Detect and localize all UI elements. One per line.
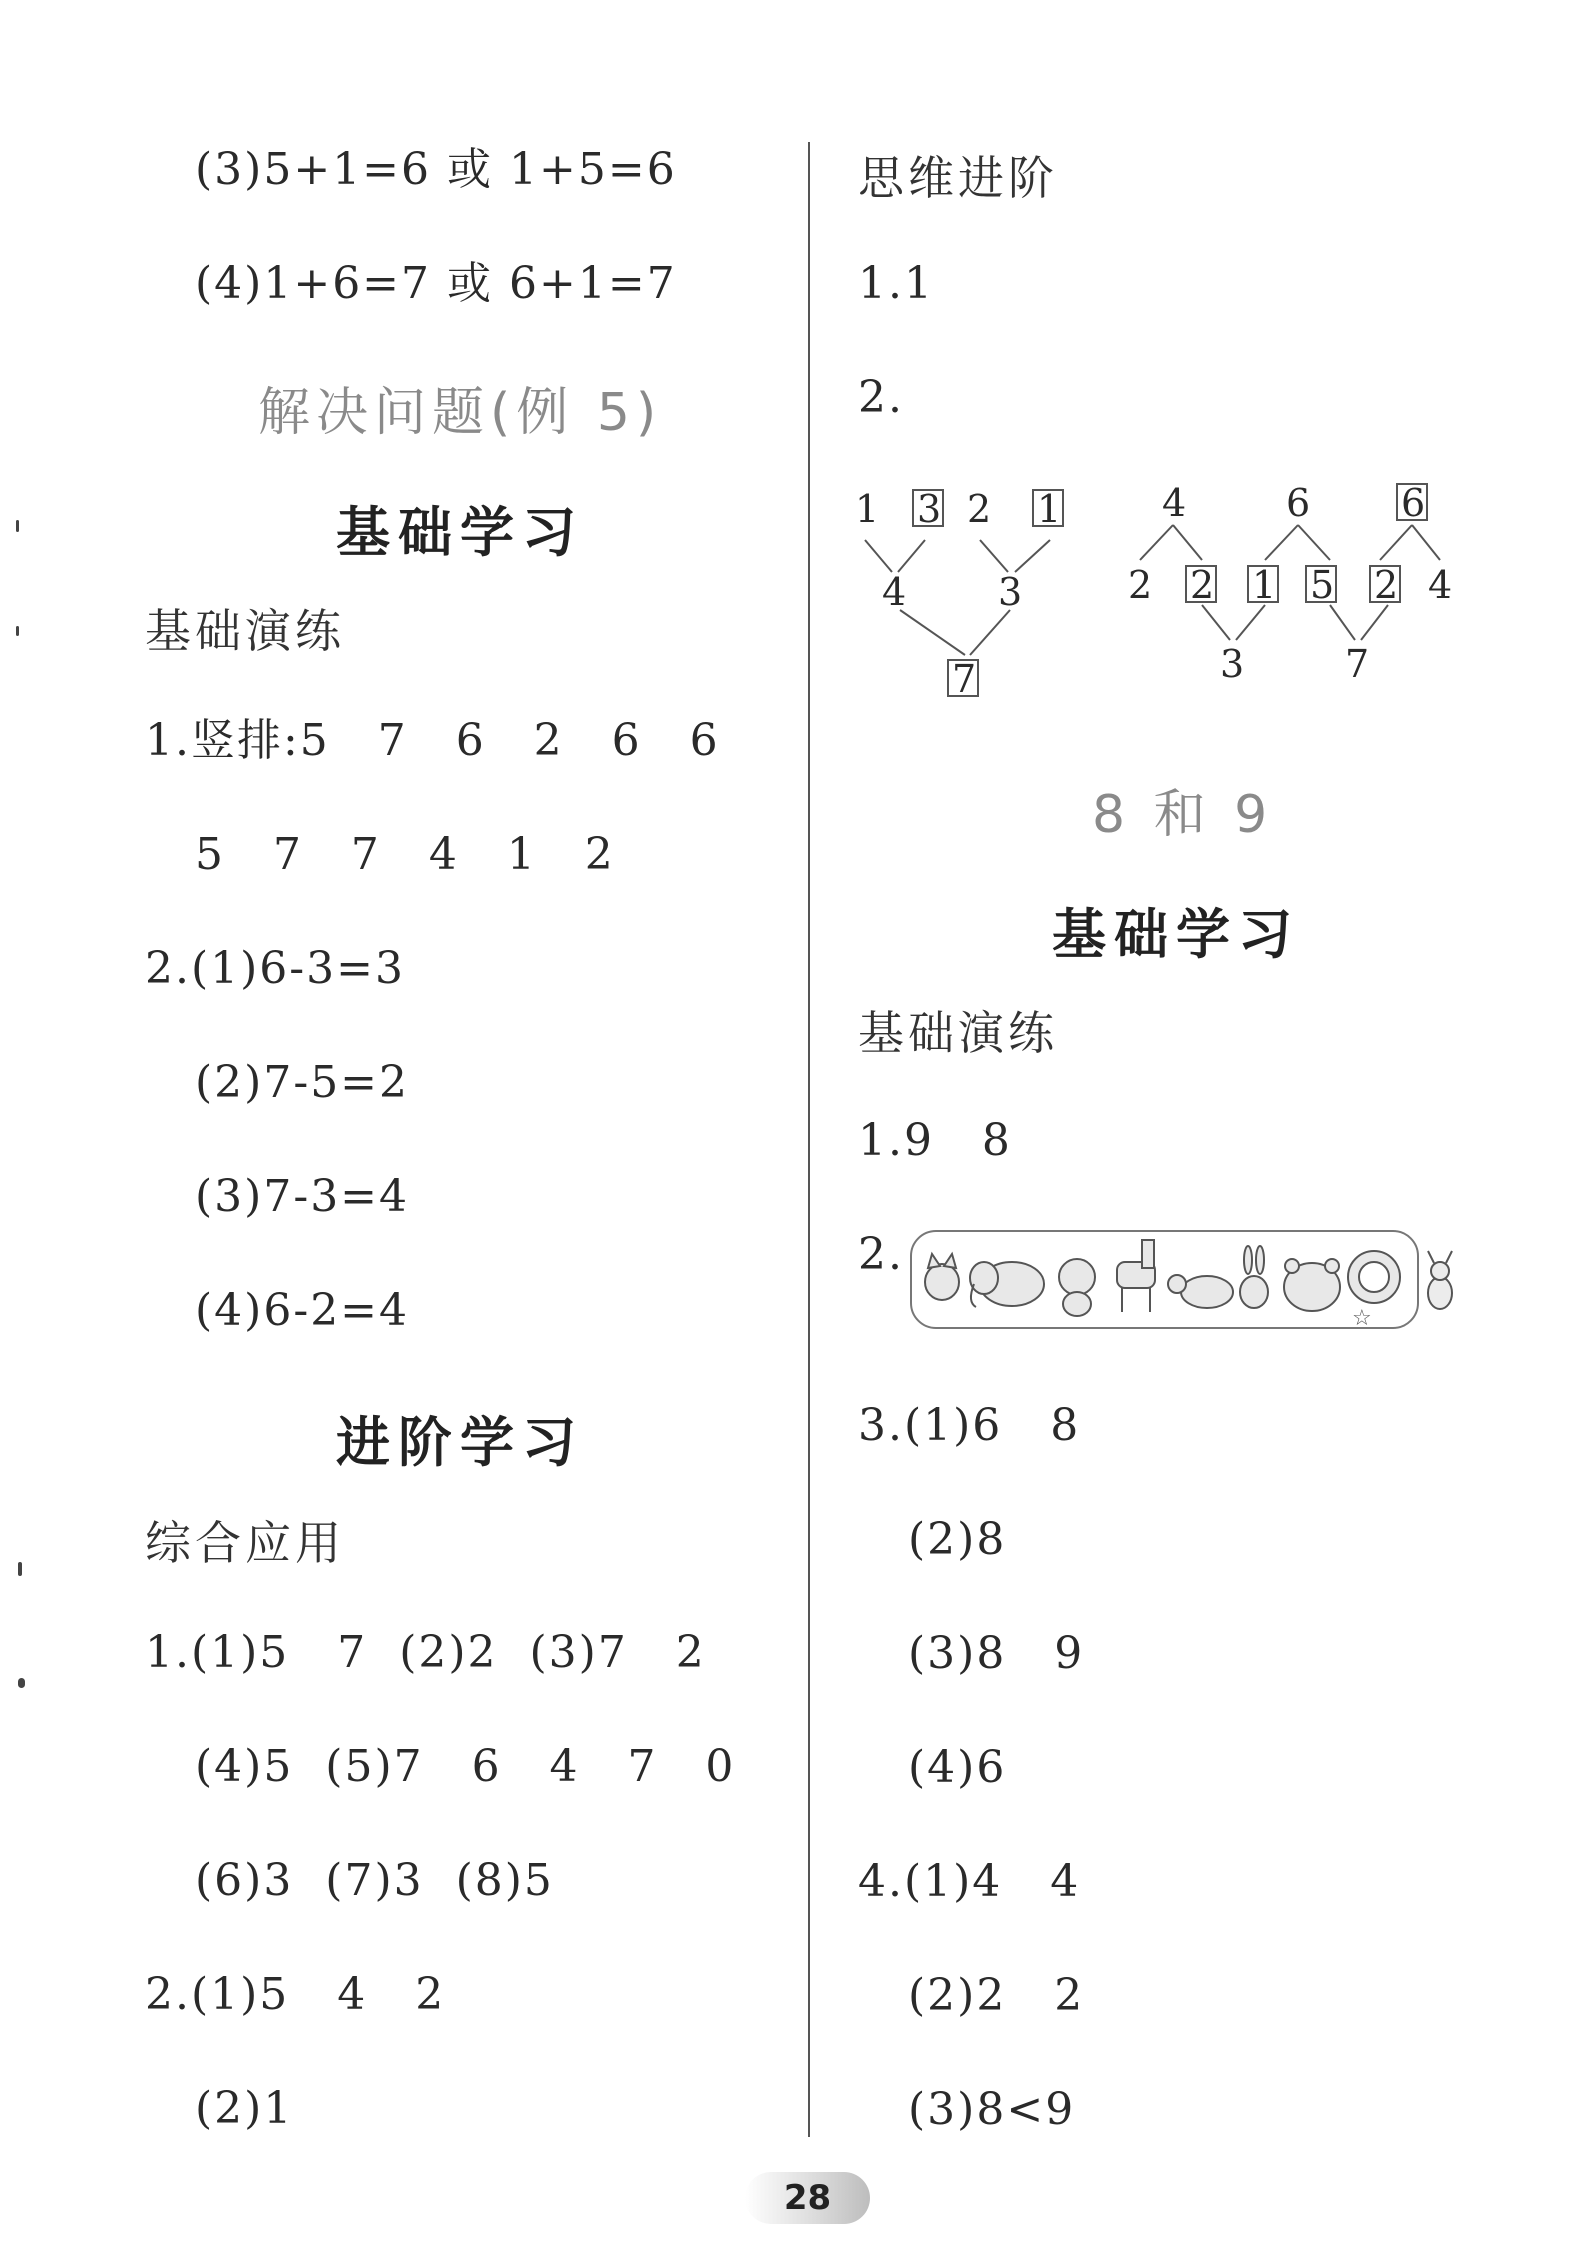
scan-mark: [16, 626, 19, 636]
tree-number: 7: [1345, 642, 1370, 686]
scan-mark: [18, 1678, 25, 1688]
tree-number: 6: [1286, 481, 1311, 525]
page-number: 28: [745, 2172, 870, 2224]
tree-number: 2: [1128, 563, 1153, 607]
tree-number: 4: [882, 570, 907, 614]
heading-advanced-study: 进阶学习: [336, 1411, 584, 1474]
tree-number: 3: [1220, 642, 1245, 686]
answer-line: 1.竖排:5 7 6 2 6 6: [145, 715, 720, 766]
subheading-comprehensive: 综合应用: [145, 1516, 345, 1570]
heading-basic-study: 基础学习: [1052, 903, 1300, 966]
tree-number: 3: [998, 570, 1023, 614]
answer-line: (3)8<9: [908, 2084, 1076, 2135]
answer-line: (2)7-5=2: [195, 1057, 410, 1108]
number-composition-diagram: [840, 480, 1480, 710]
answer-line: 1.1: [858, 258, 934, 309]
column-divider: [808, 142, 810, 2137]
section-title: 8 和 9: [1092, 785, 1274, 845]
subheading-basic-practice: 基础演练: [145, 604, 345, 658]
answer-line: (6)3 (7)3 (8)5: [195, 1855, 554, 1906]
svg-text:☆: ☆: [1352, 1306, 1372, 1327]
answer-line: 3.(1)6 8: [858, 1400, 1081, 1451]
answer-line: 5 7 7 4 1 2: [195, 829, 615, 880]
heading-basic-study: 基础学习: [336, 501, 584, 564]
answer-line: 2.: [858, 372, 904, 423]
answer-line: (4)6: [908, 1742, 1007, 1793]
answer-line: 2.(1)5 4 2: [145, 1969, 446, 2020]
tree-number: 4: [1162, 481, 1187, 525]
answer-line: (2)8: [908, 1514, 1007, 1565]
answer-line: 1.(1)5 7 (2)2 (3)7 2: [145, 1627, 706, 1678]
tree-number: 1: [855, 487, 880, 531]
answer-line: (4)6-2=4: [195, 1285, 410, 1336]
answer-line: (2)2 2: [908, 1970, 1085, 2021]
answer-line: (3)7-3=4: [195, 1171, 410, 1222]
animal-illustration-strip: [910, 1230, 1419, 1329]
answer-line: 1.9 8: [858, 1115, 1012, 1166]
section-title: 解决问题(例 5): [258, 383, 663, 443]
answer-line: (4)1+6=7 或 6+1=7: [195, 258, 677, 309]
answer-line: (4)5 (5)7 6 4 7 0: [195, 1741, 736, 1792]
page-number-badge: [745, 2172, 870, 2224]
tree-box-number: 5: [1310, 563, 1335, 607]
tree-box-number: 1: [1252, 563, 1277, 607]
answer-line: (3)5+1=6 或 1+5=6: [195, 144, 677, 195]
animals-picture: [912, 1232, 1417, 1327]
answer-line: 2.(1)6-3=3: [145, 943, 406, 994]
deer-icon: [1416, 1245, 1464, 1323]
tree-box-number: 2: [1190, 563, 1215, 607]
scan-mark: [16, 520, 19, 532]
tree-box-number: 3: [917, 487, 942, 531]
tree-box-number: 7: [952, 657, 977, 701]
tree-box-number: 1: [1037, 487, 1062, 531]
answer-line: 2.: [858, 1229, 904, 1280]
tree-box-number: 6: [1401, 481, 1426, 525]
subheading-basic-practice: 基础演练: [858, 1006, 1058, 1060]
answer-line: 4.(1)4 4: [858, 1856, 1081, 1907]
subheading-thinking: 思维进阶: [858, 151, 1058, 205]
tree-number: 2: [967, 487, 992, 531]
scan-mark: [18, 1562, 22, 1576]
answer-line: (3)8 9: [908, 1628, 1085, 1679]
tree-number: 4: [1428, 563, 1453, 607]
tree-box-number: 2: [1374, 563, 1399, 607]
answer-line: (2)1: [195, 2083, 294, 2134]
